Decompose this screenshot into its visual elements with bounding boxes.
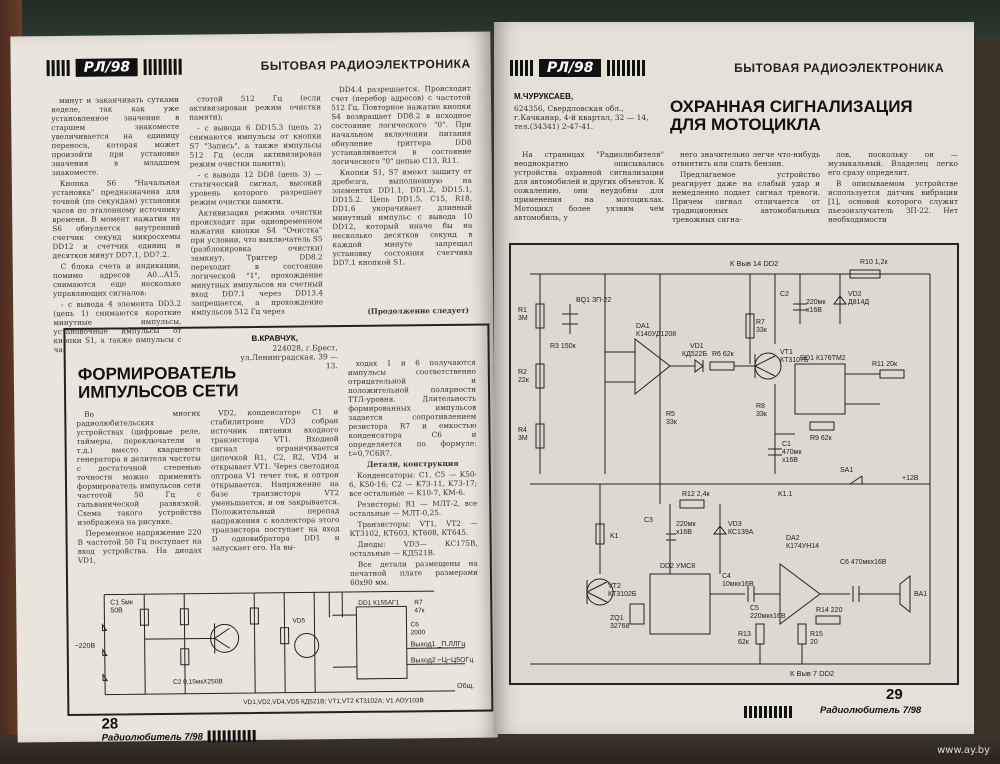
label-vd3: VD3: [728, 521, 742, 528]
label-r2: R2: [518, 369, 527, 376]
label-input-voltage: ~220В: [74, 642, 96, 650]
label-plus12: +12В: [902, 475, 919, 482]
label-vd2: VD2: [848, 291, 862, 298]
paragraph: - с вывода 6 DD15.3 (цепь 2) снимаются импульсы от кнопки S7 "Запись", а также импульсы 512 Гц (если активизирован режим очистки памяти);: [189, 122, 322, 169]
label-k1: K1: [610, 533, 619, 540]
label-c2-voltage: х16В: [806, 307, 822, 314]
address-line: тел.(34341) 2-47-41.: [514, 122, 594, 131]
article-address: 224028, г.Брест, ул.Ленинградская, 39 — 13.: [240, 343, 338, 371]
paragraph: Кнопки S1, S7 имеют защиту от дребезга, выполненную на элементах DD1.1, DD1.2, DD15.1, DD15.2. Цепь DD1.5, C15, R18, DD1.6 укорачивает длинный минутный импульс с вывода 10 DD12, который иначе бы на несколько десятков секунд в каждой минуте запрещал установку состояния счетчика DD7.1 кнопкой S1.: [331, 166, 473, 268]
paragraph: Диоды: VD3— КС175В, остальные — КД521В.: [349, 538, 478, 559]
label-c2: C2 0,15мкХ250В: [173, 678, 223, 686]
header-stripes: [607, 60, 645, 76]
paragraph: VD2, конденсаторе C1 и стабилитроне VD3 собран источник питания входного транзистора VT1. Входной сигнал ограничивается цепочкой R1, C2, R2, VD4 и открывает VT1. Через светодиод оптрона V1 течет ток, и оптрон открывается. Напряжение на базе транзистора VT2 уменьшается, и он закрывается. Положительный перепад напряжения с коллектора этого транзистора поступает на вход D одновибратора DD1 и запускает его. На вы-: [210, 407, 340, 553]
label-ba1: BA1: [914, 591, 928, 598]
label-da1-value: К140УД1208: [636, 331, 677, 338]
label-vt1: VT1: [780, 349, 793, 356]
footer-stripes: [208, 730, 256, 743]
address-line: г.Качканар, 4-й квартал, 32 — 14,: [514, 113, 649, 122]
article-title-line: ФОРМИРОВАТЕЛЬ: [77, 363, 237, 384]
article-title: [78, 364, 239, 401]
paragraph: Транзисторы: VT1, VT2 — КТ3102, КТ603, КТ608, КТ645.: [349, 518, 478, 539]
paragraph: - с вывода 4 элемента DD3.2 (цепь 1) снимаются короткие минутные импульсы, установочные импульсы от кнопки S1, а также импульсы с ча-: [53, 298, 182, 355]
article-title-line: ОХРАННАЯ СИГНАЛИЗАЦИЯ: [670, 97, 913, 116]
label-dd1: DD1 К155АГ1: [358, 599, 400, 607]
label-output-2: Выход2 ⌐Ц⌐Ц5ОГц: [410, 656, 474, 665]
label-r8: R8: [756, 403, 765, 410]
label-dd2: DD2 УМС8: [660, 563, 696, 570]
paragraph: лов, поскольку он — музыкальный. Владелец легко его сразу определит.: [828, 150, 958, 177]
label-c6: C6 470мкх16В: [840, 559, 887, 566]
label-vd1-value: КД522Б: [682, 351, 708, 358]
article-title-line: ДЛЯ МОТОЦИКЛА: [670, 114, 821, 134]
label-c1b: 50В: [110, 607, 123, 615]
left-page: [10, 32, 497, 743]
label-vd3-value: КС139А: [728, 529, 754, 536]
label-sa1: SA1: [840, 467, 854, 474]
text-column-2: [189, 93, 323, 326]
label-bq1: BQ1 ЗП-22: [576, 297, 612, 304]
article-column-3: [347, 332, 478, 588]
label-c2-value: 220мк: [806, 299, 826, 306]
text-column-2: [672, 150, 820, 240]
paragraph: На страницах "Радиолюбителя" неоднократно описывались устройства охранной сигнализации для автомобилей и других объектов. К сожалению, они неудобны для применения на мотоциклах. Мотоцикл более уязвим чем автомобиль, у: [514, 150, 664, 222]
label-r4: R4: [518, 427, 527, 434]
header-stripes: [47, 60, 70, 76]
paragraph: него значительно легче что-нибудь отвинтить или слить бензин.: [672, 150, 820, 168]
magazine-logo: РЛ/98: [76, 58, 139, 77]
label-zq1-value: 32768: [610, 623, 630, 630]
article-title-line: ИМПУЛЬСОВ СЕТИ: [77, 381, 239, 402]
paragraph: В описываемом устройстве используется датчик вибрации [1], основой которого служит пьезоизлучатель ЗП-22. Нет необходимости: [828, 179, 958, 224]
label-r12: R12 2,4к: [682, 491, 710, 498]
label-vd2-value: Д814Д: [848, 299, 870, 306]
label-vt2-value: КТ3102Б: [608, 591, 637, 598]
label-c4: C4: [722, 573, 731, 580]
label-c4-value: 10мкх16В: [722, 581, 754, 588]
section-title: БЫТОВАЯ РАДИОЭЛЕКТРОНИКА: [260, 56, 471, 73]
text-column-1: [51, 94, 182, 355]
label-c3-voltage: х16В: [676, 529, 692, 536]
pulse-former-schematic: [74, 576, 483, 710]
label-r3: R3 150к: [550, 343, 576, 350]
label-c6-value: 2000: [410, 629, 426, 637]
label-top-rail: К Выв 14 DD2: [730, 259, 779, 268]
paragraph: С блока счета и индикации, помимо адресов A0...A15, снимаются еще несколько управляющих сигналов:: [52, 260, 181, 299]
article-column-2: [210, 407, 340, 574]
paragraph: Предлагаемое устройство реагирует даже на слабый удар и немедленно подает сигнал тревоги. Причем сигнал отличается от традиционных автомобильных тревожных сигна-: [672, 170, 820, 224]
label-bottom-rail: К Выв 7 DD2: [790, 669, 835, 678]
label-da2-value: К174УН14: [786, 543, 820, 550]
label-vt1-value: КТ3107Б: [780, 357, 809, 364]
label-dd1: DD1 К176ТМ2: [800, 355, 846, 362]
parts-heading: Детали, конструкция: [366, 458, 459, 469]
label-c1: C1 5мк: [110, 599, 133, 607]
motorcycle-alarm-schematic: [510, 244, 958, 684]
paragraph: DD4.4 разрешается. Происходит счет (перебор адресов) с частотой 512 Гц. Повторное нажатие кнопки S4 возвращает DD8.2 в исходное состояние логического "0". При начальном включении питания обнуление триггера DD8 устанавливается в состояние логического "0" цепью C13, R11.: [330, 83, 472, 167]
article-address: [514, 104, 664, 131]
label-zq1: ZQ1: [610, 615, 624, 622]
label-r7: R7: [414, 599, 423, 607]
label-r1-value: 3М: [518, 315, 528, 322]
label-da1: DA1: [636, 323, 650, 330]
label-c1-voltage: х16В: [782, 457, 798, 464]
section-title: БЫТОВАЯ РАДИОЭЛЕКТРОНИКА: [734, 61, 944, 75]
paragraph: Во многих радиолюбительских устройствах (цифровые реле, таймеры, переключатели и т.д.) вместо кварцевого генератора и делителя частоты с достаточной степенью точности можно применить формирователь импульсов сети частотой 50 Гц с гальванической развязкой. Схема такого устройства изображена на рисунке.: [76, 408, 202, 527]
component-legend: VD1,VD2,VD4,VD5 КД521В; VT1,VT2 КТ3102А; V1 АОУ103В: [243, 697, 424, 707]
page-number: 29: [886, 686, 903, 703]
article-author: М.ЧУРУКСАЕВ,: [514, 92, 574, 101]
label-r15: R15: [810, 631, 823, 638]
continued-note: (Продолжение следует): [367, 305, 470, 316]
paragraph: Кнопка S6 "Начальная установка" предназначена для точной (по секундам) установки часов по эталонному источнику времени. В момент нажатия на S6 обнуляется внутренний счетчик секунд микросхемы DD12 и счетчик единиц и десятков минут DD7.1, DD7.2.: [51, 177, 181, 261]
label-r9: R9 62к: [810, 435, 832, 442]
label-r5-value: 33к: [666, 419, 677, 426]
right-page: [494, 22, 974, 734]
label-k11: K1.1: [778, 491, 793, 498]
right-page-header: [510, 56, 944, 80]
label-c2: C2: [780, 291, 789, 298]
article-author: В.КРАВЧУК,: [251, 333, 299, 344]
text-column-1: [514, 150, 664, 240]
label-c5: C5: [750, 605, 759, 612]
article-title: [670, 98, 913, 134]
text-column-3: [828, 150, 958, 240]
paragraph: минут и заканчивать сутками неделе, так как уже установленное значение в старшем знакоместе увеличивается на единицу переноса, которая может произойти при установке значения в младшем знакоместе.: [51, 94, 180, 178]
paragraph: Переменное напряжение 220 В частотой 50 Гц поступает на вход устройства. На диодах VD1,: [77, 527, 202, 565]
address-line: 624356, Свердловская обл.,: [514, 104, 624, 113]
label-r15-value: 20: [810, 639, 818, 646]
label-c6: C6: [410, 621, 419, 629]
text-column-3: [331, 84, 473, 305]
left-page-header: [47, 52, 471, 80]
article-column-1: [76, 409, 202, 576]
paragraph: Резисторы: R1 — МЛТ-2, все остальные — МЛТ-0,25.: [349, 498, 478, 519]
label-r6: R6 62к: [712, 351, 734, 358]
paragraph: Все детали размещены на печатной плате размерами 60х90 мм.: [349, 558, 478, 588]
footer-magazine: Радиолюбитель 7/98: [820, 705, 922, 716]
label-c3: C3: [644, 517, 653, 524]
label-r14: R14 220: [816, 607, 843, 614]
magazine-logo: РЛ/98: [539, 59, 601, 77]
label-da2: DA2: [786, 535, 800, 542]
footer-magazine: Радиолюбитель 7/98: [101, 731, 203, 744]
label-common: Общ.: [457, 682, 475, 690]
label-c3-value: 220мк: [676, 521, 696, 528]
label-c1-value: 470мк: [782, 449, 802, 456]
label-output-1: Выход1 _П.ЛЛГц: [410, 640, 466, 649]
label-c1: C1: [782, 441, 791, 448]
label-r13: R13: [738, 631, 751, 638]
label-vd1: VD1: [690, 343, 704, 350]
paragraph: Конденсаторы: C1, C5 — K50-6, K50-16; C2 — K73-11, K73-17; все остальные — K10-7, KM-6.: [348, 469, 478, 499]
page-number: 28: [101, 715, 119, 733]
label-r5: R5: [666, 411, 675, 418]
paragraph: стотой 512 Гц (если активизирован режим очистки памяти);: [189, 93, 322, 122]
label-vd5: VD5: [292, 617, 306, 625]
label-r2-value: 22к: [518, 377, 529, 384]
paragraph: Активизация режима очистки происходит при одновременном нажатии кнопки S4 "Очистка" при условии, что выключатель S5 (разблокировка очистки) замкнут. Триггер DD8.2 переходит в состояние логической "1", прохождение минутных импульсов на счетный вход DD7.1 через DD13.4 запрещается, а прохождение импульсов 512 Гц через: [190, 207, 324, 317]
label-r11: R11 20к: [872, 361, 898, 368]
label-r7-value: 33к: [756, 327, 767, 334]
label-vt2: VT2: [608, 583, 621, 590]
label-r1: R1: [518, 307, 527, 314]
paragraph: ходах 1 и 6 получаются импульсы соответственно отрицательной и положительной полярности ТТЛ-уровня. Длительность формированных импульсов задается сопротивлением резистора R7 и емкостью конденсатора C6 и определяется по формуле: t=0,7C6R7.: [347, 357, 477, 459]
paragraph: - с вывода 12 DD8 (цепь 3) — статический сигнал, высокий уровень которого разрешает режим очистки памяти.: [189, 169, 323, 207]
label-r8-value: 33к: [756, 411, 767, 418]
label-r4-value: 3М: [518, 435, 528, 442]
watermark: www.ay.by: [937, 745, 990, 756]
label-r7: R7: [756, 319, 765, 326]
header-stripes: [144, 59, 182, 75]
article-box: [63, 324, 493, 716]
label-r7-value: 47к: [414, 607, 425, 615]
label-r13-value: 62к: [738, 639, 749, 646]
footer-stripes: [744, 706, 792, 718]
label-c5-value: 220мкх16В: [750, 613, 786, 620]
label-r10: R10 1,2к: [860, 259, 888, 266]
header-stripes: [510, 60, 533, 76]
